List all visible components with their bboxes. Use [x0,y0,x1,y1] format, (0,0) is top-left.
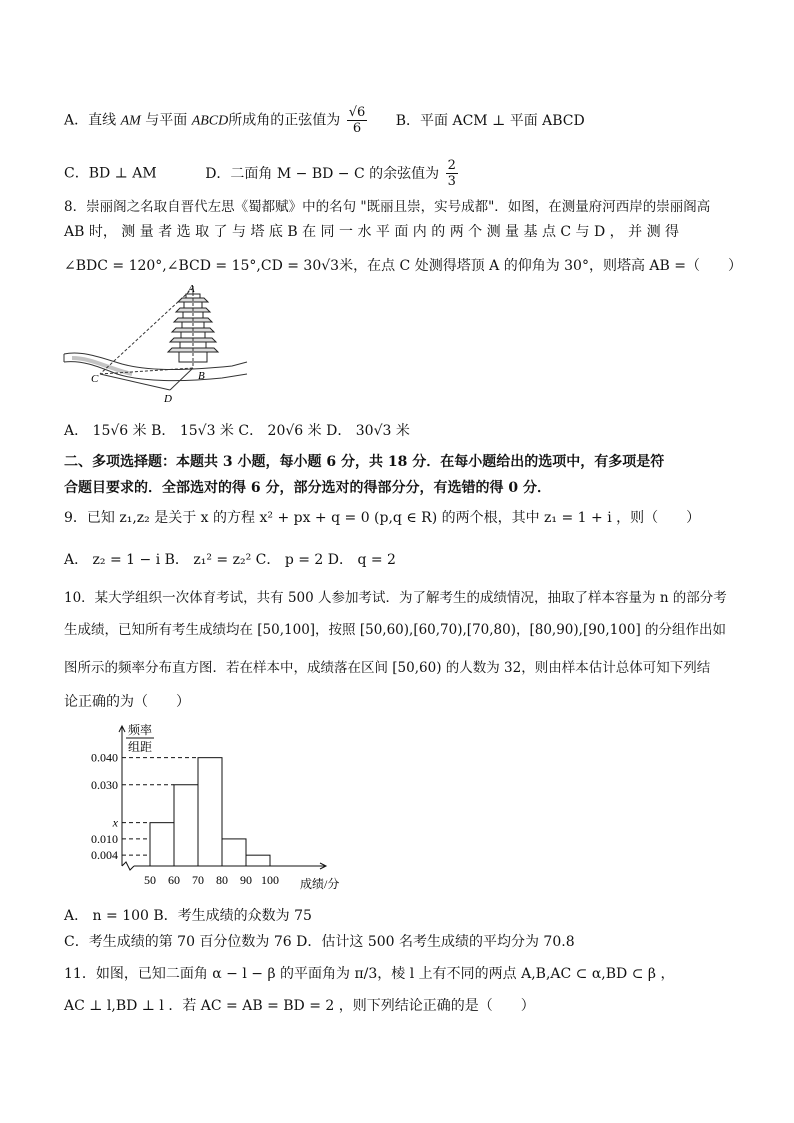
q7-d-den: 3 [447,174,456,189]
q10-line1: 10．某大学组织一次体育考试，共有 500 人参加考试．为了解考生的成绩情况，抽取了样本容量为 n 的部分考 [64,590,727,606]
q8-pagoda-figure [62,282,252,404]
fig-label-b: B [198,370,205,382]
y-tick-label-3: 0.010 [91,831,118,846]
q7-a-den: 6 [352,121,362,136]
fig-label-a: A [188,283,195,295]
q7-option-d: D．二面角 M − BD − C 的余弦值为 [205,165,440,182]
q10-options-cd: C．考生成绩的第 70 百分位数为 76 D．估计这 500 名考生成绩的平均分为 70.8 [64,934,575,950]
q8-line3: ∠BDC = 120°,∠BCD = 15°,CD = 30√3米，在点 C 处测得塔顶 A 的仰角为 30°，则塔高 AB =（ ） [64,258,742,274]
y-tick-label-4: 0.004 [91,848,118,863]
q9-stem: 9．已知 z₁,z₂ 是关于 x 的方程 x² + px + q = 0 (p,q ∈ R) 的两个根，其中 z₁ = 1 + i ，则（ ） [64,510,701,526]
x-axis-break [122,862,134,870]
q7-option-b: B．平面 ACM ⊥ 平面 ABCD [395,112,585,129]
q10-line4: 论正确的为（ ） [64,694,190,710]
section2-line1: 二、多项选择题：本题共 3 小题，每小题 6 分，共 18 分．在每小题给出的选项中，有多项是符 [64,454,665,470]
y-label-bottom: 组距 [128,740,153,754]
q10-line2: 生成绩，已知所有考生成绩均在 [50,100]，按照 [50,60),[60,70),[70,80)，[80,90),[90,100] 的分组作出如 [64,622,727,638]
q10-options-ab: A． n = 100 B．考生成绩的众数为 75 [64,908,312,924]
q8-line1: 8．崇丽阁之名取自晋代左思《蜀都赋》中的名句 "既丽且崇，实号成都"．如图，在测量府河西岸的崇丽阁高 [64,199,711,215]
q11-line1: 11．如图，已知二面角 α − l − β 的平面角为 π/3，棱 l 上有不同的两点 A,B,AC ⊂ α,BD ⊂ β ， [64,966,675,982]
q7-a-mid: 与平面 [145,112,188,129]
q7-option-c-d [64,158,460,189]
q7-a-fraction [347,105,368,136]
section2-line2: 合题目要求的．全部选对的得 6 分，部分选对的得部分分，有选错的得 0 分． [64,480,551,496]
x-tick-label-100: 100 [261,873,279,887]
histogram-bar-90 [246,855,270,866]
y-tick-label-1: 0.030 [91,777,118,792]
histogram-bar-60 [174,785,198,866]
q7-option-a-b [64,105,585,136]
y-tick-label-0: 0.040 [91,750,118,765]
q8-line2: AB 时， 测 量 者 选 取 了 与 塔 底 B 在 同 一 水 平 面 内 的 两 个 测 量 基 点 C 与 D ， 并 测 得 [64,224,680,240]
q7-d-fraction [446,158,458,189]
frequency-histogram [64,716,364,896]
x-tick-label-50: 50 [144,873,156,887]
q7-a-post: 所成角的正弦值为 [228,112,341,129]
q9-options: A． z₂ = 1 − i B． z₁² = z₂² C． p = 2 D． q = 2 [64,552,396,568]
y-label-top: 频率 [128,723,153,737]
x-tick-label-90: 90 [240,873,252,887]
q7-a-am: AM [120,113,141,129]
y-tick-label-2: x [112,815,118,830]
q10-line3: 图所示的频率分布直方图．若在样本中，成绩落在区间 [50,60) 的人数为 32，则由样本估计总体可知下列结 [64,660,711,676]
q7-a-num: √6 [348,105,366,120]
fig-label-c: C [91,373,99,385]
histogram-bar-70 [198,758,222,866]
q7-a-prefix: A．直线 [64,112,117,129]
q11-line2: AC ⊥ l,BD ⊥ l ．若 AC = AB = BD = 2 ，则下列结论正确的是（ ） [64,998,535,1014]
q7-a-abcd: ABCD [191,113,229,129]
histogram-bar-80 [222,839,246,866]
x-tick-label-60: 60 [168,873,180,887]
q7-d-num: 2 [447,158,456,173]
x-tick-label-70: 70 [192,873,204,887]
x-axis-label: 成绩/分 [300,877,340,891]
q7-option-c: C．BD ⊥ AM [64,165,157,182]
fig-label-d: D [164,393,172,404]
histogram-bar-50 [150,823,174,866]
x-tick-label-80: 80 [216,873,228,887]
q8-options: A． 15√6 米 B． 15√3 米 C． 20√6 米 D． 30√3 米 [64,423,410,439]
